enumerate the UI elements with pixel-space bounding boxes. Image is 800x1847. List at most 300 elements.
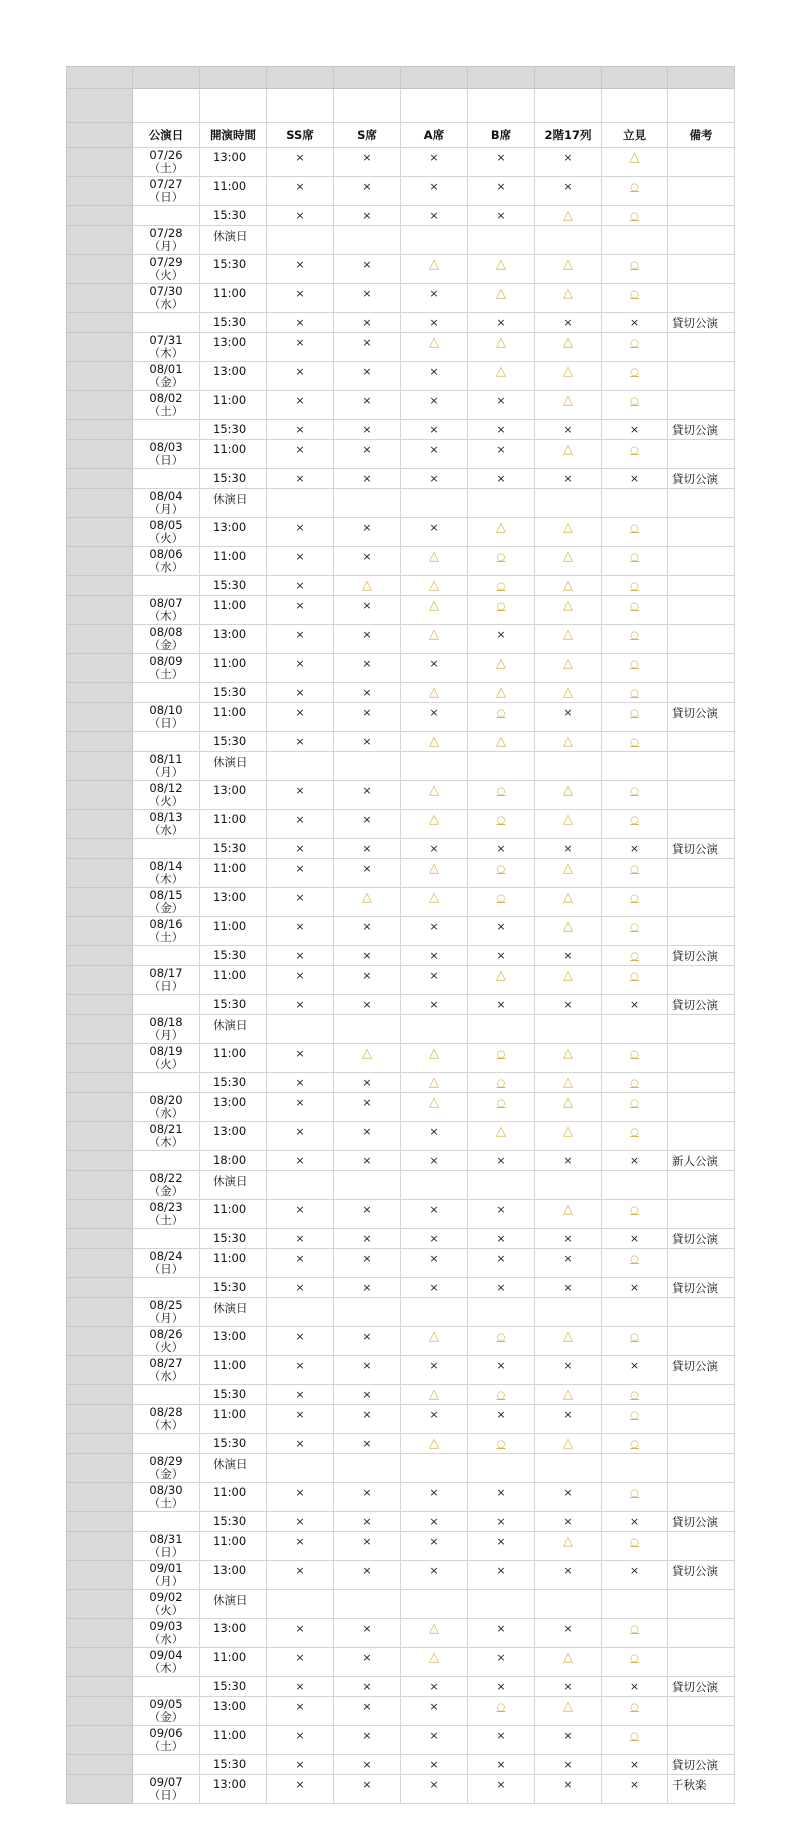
standing-cell[interactable] bbox=[602, 1385, 668, 1405]
remarks-cell[interactable]: 貸切公演 bbox=[668, 1229, 735, 1249]
a-seat-cell[interactable] bbox=[401, 255, 468, 284]
standing-cell[interactable] bbox=[602, 917, 668, 946]
ss-seat-cell[interactable] bbox=[267, 1775, 334, 1804]
remarks-cell[interactable] bbox=[668, 1434, 735, 1454]
row-header[interactable] bbox=[67, 1775, 133, 1804]
time-cell[interactable]: 15:30 bbox=[200, 420, 267, 440]
remarks-cell[interactable] bbox=[668, 752, 735, 781]
ss-seat-cell[interactable] bbox=[267, 1483, 334, 1512]
ss-seat-cell[interactable] bbox=[267, 1278, 334, 1298]
ss-seat-cell[interactable] bbox=[267, 226, 334, 255]
date-cell[interactable] bbox=[133, 518, 200, 547]
ss-seat-cell[interactable] bbox=[267, 420, 334, 440]
remarks-cell[interactable]: 貸切公演 bbox=[668, 995, 735, 1015]
remarks-cell[interactable]: 貸切公演 bbox=[668, 703, 735, 732]
s-seat-cell[interactable] bbox=[334, 1015, 401, 1044]
2f-row17-cell[interactable] bbox=[535, 1512, 602, 1532]
row-header[interactable] bbox=[67, 123, 133, 148]
time-cell[interactable]: 11:00 bbox=[200, 1726, 267, 1755]
2f-row17-cell[interactable] bbox=[535, 1327, 602, 1356]
row-header[interactable] bbox=[67, 89, 133, 123]
s-seat-cell[interactable] bbox=[334, 1590, 401, 1619]
2f-row17-cell[interactable] bbox=[535, 1648, 602, 1677]
s-seat-cell[interactable] bbox=[334, 440, 401, 469]
date-cell[interactable] bbox=[133, 1561, 200, 1590]
time-cell[interactable]: 休演日 bbox=[200, 1171, 267, 1200]
header-standing[interactable]: 立見 bbox=[602, 123, 668, 148]
s-seat-cell[interactable] bbox=[334, 391, 401, 420]
time-cell[interactable]: 15:30 bbox=[200, 206, 267, 226]
ss-seat-cell[interactable] bbox=[267, 654, 334, 683]
ss-seat-cell[interactable] bbox=[267, 1073, 334, 1093]
date-cell[interactable] bbox=[133, 946, 200, 966]
time-cell[interactable]: 11:00 bbox=[200, 917, 267, 946]
standing-cell[interactable] bbox=[602, 226, 668, 255]
2f-row17-cell[interactable] bbox=[535, 1755, 602, 1775]
row-header[interactable] bbox=[67, 888, 133, 917]
s-seat-cell[interactable] bbox=[334, 206, 401, 226]
s-seat-cell[interactable] bbox=[334, 255, 401, 284]
time-cell[interactable]: 11:00 bbox=[200, 1648, 267, 1677]
time-cell[interactable]: 15:30 bbox=[200, 732, 267, 752]
ss-seat-cell[interactable] bbox=[267, 839, 334, 859]
date-cell[interactable] bbox=[133, 1648, 200, 1677]
a-seat-cell[interactable] bbox=[401, 1532, 468, 1561]
s-seat-cell[interactable] bbox=[334, 1093, 401, 1122]
a-seat-cell[interactable] bbox=[401, 995, 468, 1015]
standing-cell[interactable] bbox=[602, 1590, 668, 1619]
b-seat-cell[interactable] bbox=[468, 1171, 535, 1200]
time-cell[interactable]: 15:30 bbox=[200, 1512, 267, 1532]
row-header[interactable] bbox=[67, 576, 133, 596]
time-cell[interactable]: 11:00 bbox=[200, 547, 267, 576]
row-header[interactable] bbox=[67, 1093, 133, 1122]
standing-cell[interactable] bbox=[602, 654, 668, 683]
row-header[interactable] bbox=[67, 1677, 133, 1697]
b-seat-cell[interactable] bbox=[468, 1229, 535, 1249]
2f-row17-cell[interactable] bbox=[535, 1726, 602, 1755]
standing-cell[interactable] bbox=[602, 1200, 668, 1229]
column-header[interactable] bbox=[602, 67, 668, 89]
date-cell[interactable] bbox=[133, 1677, 200, 1697]
s-seat-cell[interactable] bbox=[334, 1677, 401, 1697]
date-cell[interactable] bbox=[133, 255, 200, 284]
standing-cell[interactable] bbox=[602, 888, 668, 917]
remarks-cell[interactable] bbox=[668, 1697, 735, 1726]
s-seat-cell[interactable] bbox=[334, 1755, 401, 1775]
b-seat-cell[interactable] bbox=[468, 1044, 535, 1073]
standing-cell[interactable] bbox=[602, 859, 668, 888]
empty-cell[interactable] bbox=[401, 89, 468, 123]
row-header[interactable] bbox=[67, 625, 133, 654]
b-seat-cell[interactable] bbox=[468, 469, 535, 489]
time-cell[interactable]: 休演日 bbox=[200, 1454, 267, 1483]
time-cell[interactable]: 11:00 bbox=[200, 440, 267, 469]
row-header[interactable] bbox=[67, 440, 133, 469]
2f-row17-cell[interactable] bbox=[535, 362, 602, 391]
date-cell[interactable] bbox=[133, 1405, 200, 1434]
2f-row17-cell[interactable] bbox=[535, 752, 602, 781]
time-cell[interactable]: 15:30 bbox=[200, 995, 267, 1015]
time-cell[interactable]: 11:00 bbox=[200, 1483, 267, 1512]
b-seat-cell[interactable] bbox=[468, 1590, 535, 1619]
time-cell[interactable]: 18:00 bbox=[200, 1151, 267, 1171]
remarks-cell[interactable]: 貸切公演 bbox=[668, 420, 735, 440]
time-cell[interactable]: 15:30 bbox=[200, 255, 267, 284]
s-seat-cell[interactable] bbox=[334, 547, 401, 576]
2f-row17-cell[interactable] bbox=[535, 1405, 602, 1434]
remarks-cell[interactable] bbox=[668, 1648, 735, 1677]
row-header[interactable] bbox=[67, 362, 133, 391]
row-header[interactable] bbox=[67, 1648, 133, 1677]
row-header[interactable] bbox=[67, 1327, 133, 1356]
b-seat-cell[interactable] bbox=[468, 1278, 535, 1298]
row-header[interactable] bbox=[67, 1249, 133, 1278]
time-cell[interactable]: 13:00 bbox=[200, 1327, 267, 1356]
time-cell[interactable]: 15:30 bbox=[200, 1755, 267, 1775]
row-header[interactable] bbox=[67, 1532, 133, 1561]
s-seat-cell[interactable] bbox=[334, 333, 401, 362]
row-header[interactable] bbox=[67, 1697, 133, 1726]
date-cell[interactable] bbox=[133, 703, 200, 732]
time-cell[interactable]: 休演日 bbox=[200, 1015, 267, 1044]
row-header[interactable] bbox=[67, 732, 133, 752]
time-cell[interactable]: 15:30 bbox=[200, 839, 267, 859]
2f-row17-cell[interactable] bbox=[535, 1677, 602, 1697]
ss-seat-cell[interactable] bbox=[267, 1093, 334, 1122]
a-seat-cell[interactable] bbox=[401, 1512, 468, 1532]
a-seat-cell[interactable] bbox=[401, 518, 468, 547]
b-seat-cell[interactable] bbox=[468, 917, 535, 946]
ss-seat-cell[interactable] bbox=[267, 1619, 334, 1648]
standing-cell[interactable] bbox=[602, 1356, 668, 1385]
empty-cell[interactable] bbox=[133, 89, 200, 123]
b-seat-cell[interactable] bbox=[468, 1434, 535, 1454]
b-seat-cell[interactable] bbox=[468, 576, 535, 596]
a-seat-cell[interactable] bbox=[401, 1356, 468, 1385]
remarks-cell[interactable]: 貸切公演 bbox=[668, 1356, 735, 1385]
b-seat-cell[interactable] bbox=[468, 420, 535, 440]
corner-cell[interactable] bbox=[67, 67, 133, 89]
remarks-cell[interactable] bbox=[668, 1385, 735, 1405]
2f-row17-cell[interactable] bbox=[535, 148, 602, 177]
standing-cell[interactable] bbox=[602, 752, 668, 781]
column-header[interactable] bbox=[535, 67, 602, 89]
b-seat-cell[interactable] bbox=[468, 946, 535, 966]
s-seat-cell[interactable] bbox=[334, 148, 401, 177]
ss-seat-cell[interactable] bbox=[267, 1434, 334, 1454]
standing-cell[interactable] bbox=[602, 1483, 668, 1512]
row-header[interactable] bbox=[67, 917, 133, 946]
b-seat-cell[interactable] bbox=[468, 1697, 535, 1726]
date-cell[interactable] bbox=[133, 1726, 200, 1755]
a-seat-cell[interactable] bbox=[401, 1249, 468, 1278]
a-seat-cell[interactable] bbox=[401, 888, 468, 917]
time-cell[interactable]: 11:00 bbox=[200, 703, 267, 732]
s-seat-cell[interactable] bbox=[334, 1532, 401, 1561]
s-seat-cell[interactable] bbox=[334, 703, 401, 732]
a-seat-cell[interactable] bbox=[401, 391, 468, 420]
2f-row17-cell[interactable] bbox=[535, 995, 602, 1015]
remarks-cell[interactable] bbox=[668, 625, 735, 654]
standing-cell[interactable] bbox=[602, 440, 668, 469]
ss-seat-cell[interactable] bbox=[267, 1298, 334, 1327]
remarks-cell[interactable] bbox=[668, 440, 735, 469]
a-seat-cell[interactable] bbox=[401, 1229, 468, 1249]
b-seat-cell[interactable] bbox=[468, 654, 535, 683]
date-cell[interactable] bbox=[133, 810, 200, 839]
s-seat-cell[interactable] bbox=[334, 1726, 401, 1755]
column-header[interactable] bbox=[668, 67, 735, 89]
row-header[interactable] bbox=[67, 547, 133, 576]
date-cell[interactable] bbox=[133, 1755, 200, 1775]
remarks-cell[interactable]: 新人公演 bbox=[668, 1151, 735, 1171]
s-seat-cell[interactable] bbox=[334, 1073, 401, 1093]
a-seat-cell[interactable] bbox=[401, 284, 468, 313]
time-cell[interactable]: 13:00 bbox=[200, 1697, 267, 1726]
s-seat-cell[interactable] bbox=[334, 313, 401, 333]
2f-row17-cell[interactable] bbox=[535, 1619, 602, 1648]
s-seat-cell[interactable] bbox=[334, 284, 401, 313]
2f-row17-cell[interactable] bbox=[535, 1561, 602, 1590]
time-cell[interactable]: 休演日 bbox=[200, 1590, 267, 1619]
standing-cell[interactable] bbox=[602, 1697, 668, 1726]
remarks-cell[interactable] bbox=[668, 1249, 735, 1278]
remarks-cell[interactable] bbox=[668, 255, 735, 284]
b-seat-cell[interactable] bbox=[468, 206, 535, 226]
2f-row17-cell[interactable] bbox=[535, 1093, 602, 1122]
standing-cell[interactable] bbox=[602, 576, 668, 596]
row-header[interactable] bbox=[67, 255, 133, 284]
time-cell[interactable]: 15:30 bbox=[200, 1434, 267, 1454]
header-performance-date[interactable]: 公演日 bbox=[133, 123, 200, 148]
standing-cell[interactable] bbox=[602, 391, 668, 420]
row-header[interactable] bbox=[67, 1405, 133, 1434]
date-cell[interactable] bbox=[133, 596, 200, 625]
ss-seat-cell[interactable] bbox=[267, 1677, 334, 1697]
time-cell[interactable]: 11:00 bbox=[200, 1532, 267, 1561]
empty-cell[interactable] bbox=[334, 89, 401, 123]
date-cell[interactable] bbox=[133, 917, 200, 946]
b-seat-cell[interactable] bbox=[468, 1532, 535, 1561]
row-header[interactable] bbox=[67, 839, 133, 859]
standing-cell[interactable] bbox=[602, 148, 668, 177]
2f-row17-cell[interactable] bbox=[535, 420, 602, 440]
standing-cell[interactable] bbox=[602, 420, 668, 440]
ss-seat-cell[interactable] bbox=[267, 489, 334, 518]
s-seat-cell[interactable] bbox=[334, 1619, 401, 1648]
a-seat-cell[interactable] bbox=[401, 1726, 468, 1755]
b-seat-cell[interactable] bbox=[468, 995, 535, 1015]
date-cell[interactable] bbox=[133, 148, 200, 177]
a-seat-cell[interactable] bbox=[401, 420, 468, 440]
row-header[interactable] bbox=[67, 1454, 133, 1483]
date-cell[interactable] bbox=[133, 1532, 200, 1561]
ss-seat-cell[interactable] bbox=[267, 703, 334, 732]
b-seat-cell[interactable] bbox=[468, 1405, 535, 1434]
ss-seat-cell[interactable] bbox=[267, 1590, 334, 1619]
a-seat-cell[interactable] bbox=[401, 226, 468, 255]
date-cell[interactable] bbox=[133, 1151, 200, 1171]
time-cell[interactable]: 11:00 bbox=[200, 1200, 267, 1229]
remarks-cell[interactable] bbox=[668, 1093, 735, 1122]
time-cell[interactable]: 13:00 bbox=[200, 1122, 267, 1151]
a-seat-cell[interactable] bbox=[401, 1298, 468, 1327]
remarks-cell[interactable] bbox=[668, 1405, 735, 1434]
time-cell[interactable]: 15:30 bbox=[200, 683, 267, 703]
a-seat-cell[interactable] bbox=[401, 1015, 468, 1044]
date-cell[interactable] bbox=[133, 1775, 200, 1804]
2f-row17-cell[interactable] bbox=[535, 1278, 602, 1298]
date-cell[interactable] bbox=[133, 206, 200, 226]
2f-row17-cell[interactable] bbox=[535, 732, 602, 752]
2f-row17-cell[interactable] bbox=[535, 206, 602, 226]
row-header[interactable] bbox=[67, 420, 133, 440]
row-header[interactable] bbox=[67, 489, 133, 518]
column-header[interactable] bbox=[468, 67, 535, 89]
time-cell[interactable]: 15:30 bbox=[200, 1677, 267, 1697]
remarks-cell[interactable]: 貸切公演 bbox=[668, 1755, 735, 1775]
a-seat-cell[interactable] bbox=[401, 333, 468, 362]
standing-cell[interactable] bbox=[602, 1171, 668, 1200]
column-header[interactable] bbox=[133, 67, 200, 89]
2f-row17-cell[interactable] bbox=[535, 255, 602, 284]
b-seat-cell[interactable] bbox=[468, 1648, 535, 1677]
s-seat-cell[interactable] bbox=[334, 1648, 401, 1677]
s-seat-cell[interactable] bbox=[334, 1171, 401, 1200]
ss-seat-cell[interactable] bbox=[267, 781, 334, 810]
ss-seat-cell[interactable] bbox=[267, 469, 334, 489]
standing-cell[interactable] bbox=[602, 703, 668, 732]
time-cell[interactable]: 11:00 bbox=[200, 810, 267, 839]
a-seat-cell[interactable] bbox=[401, 1122, 468, 1151]
remarks-cell[interactable]: 貸切公演 bbox=[668, 839, 735, 859]
2f-row17-cell[interactable] bbox=[535, 1356, 602, 1385]
a-seat-cell[interactable] bbox=[401, 654, 468, 683]
2f-row17-cell[interactable] bbox=[535, 1229, 602, 1249]
a-seat-cell[interactable] bbox=[401, 810, 468, 839]
s-seat-cell[interactable] bbox=[334, 1151, 401, 1171]
ss-seat-cell[interactable] bbox=[267, 1151, 334, 1171]
2f-row17-cell[interactable] bbox=[535, 518, 602, 547]
ss-seat-cell[interactable] bbox=[267, 596, 334, 625]
a-seat-cell[interactable] bbox=[401, 839, 468, 859]
2f-row17-cell[interactable] bbox=[535, 1775, 602, 1804]
date-cell[interactable] bbox=[133, 420, 200, 440]
a-seat-cell[interactable] bbox=[401, 1073, 468, 1093]
a-seat-cell[interactable] bbox=[401, 469, 468, 489]
time-cell[interactable]: 11:00 bbox=[200, 654, 267, 683]
2f-row17-cell[interactable] bbox=[535, 1434, 602, 1454]
2f-row17-cell[interactable] bbox=[535, 625, 602, 654]
s-seat-cell[interactable] bbox=[334, 752, 401, 781]
ss-seat-cell[interactable] bbox=[267, 1755, 334, 1775]
time-cell[interactable]: 13:00 bbox=[200, 781, 267, 810]
a-seat-cell[interactable] bbox=[401, 917, 468, 946]
ss-seat-cell[interactable] bbox=[267, 946, 334, 966]
remarks-cell[interactable] bbox=[668, 1532, 735, 1561]
ss-seat-cell[interactable] bbox=[267, 1385, 334, 1405]
row-header[interactable] bbox=[67, 1151, 133, 1171]
ss-seat-cell[interactable] bbox=[267, 391, 334, 420]
b-seat-cell[interactable] bbox=[468, 1775, 535, 1804]
s-seat-cell[interactable] bbox=[334, 1405, 401, 1434]
standing-cell[interactable] bbox=[602, 596, 668, 625]
s-seat-cell[interactable] bbox=[334, 489, 401, 518]
date-cell[interactable] bbox=[133, 839, 200, 859]
2f-row17-cell[interactable] bbox=[535, 177, 602, 206]
a-seat-cell[interactable] bbox=[401, 859, 468, 888]
a-seat-cell[interactable] bbox=[401, 1755, 468, 1775]
remarks-cell[interactable] bbox=[668, 177, 735, 206]
standing-cell[interactable] bbox=[602, 1677, 668, 1697]
ss-seat-cell[interactable] bbox=[267, 810, 334, 839]
remarks-cell[interactable] bbox=[668, 1483, 735, 1512]
empty-cell[interactable] bbox=[267, 89, 334, 123]
a-seat-cell[interactable] bbox=[401, 1405, 468, 1434]
a-seat-cell[interactable] bbox=[401, 683, 468, 703]
s-seat-cell[interactable] bbox=[334, 1697, 401, 1726]
b-seat-cell[interactable] bbox=[468, 966, 535, 995]
remarks-cell[interactable] bbox=[668, 966, 735, 995]
date-cell[interactable] bbox=[133, 1229, 200, 1249]
date-cell[interactable] bbox=[133, 1298, 200, 1327]
s-seat-cell[interactable] bbox=[334, 859, 401, 888]
row-header[interactable] bbox=[67, 391, 133, 420]
date-cell[interactable] bbox=[133, 781, 200, 810]
s-seat-cell[interactable] bbox=[334, 177, 401, 206]
b-seat-cell[interactable] bbox=[468, 1454, 535, 1483]
header-b-seat[interactable]: B席 bbox=[468, 123, 535, 148]
standing-cell[interactable] bbox=[602, 206, 668, 226]
remarks-cell[interactable] bbox=[668, 596, 735, 625]
standing-cell[interactable] bbox=[602, 1755, 668, 1775]
b-seat-cell[interactable] bbox=[468, 1298, 535, 1327]
b-seat-cell[interactable] bbox=[468, 1561, 535, 1590]
ss-seat-cell[interactable] bbox=[267, 683, 334, 703]
2f-row17-cell[interactable] bbox=[535, 1385, 602, 1405]
date-cell[interactable] bbox=[133, 995, 200, 1015]
date-cell[interactable] bbox=[133, 1454, 200, 1483]
row-header[interactable] bbox=[67, 1434, 133, 1454]
standing-cell[interactable] bbox=[602, 1015, 668, 1044]
b-seat-cell[interactable] bbox=[468, 1356, 535, 1385]
s-seat-cell[interactable] bbox=[334, 1044, 401, 1073]
remarks-cell[interactable] bbox=[668, 917, 735, 946]
2f-row17-cell[interactable] bbox=[535, 469, 602, 489]
time-cell[interactable]: 13:00 bbox=[200, 362, 267, 391]
s-seat-cell[interactable] bbox=[334, 518, 401, 547]
2f-row17-cell[interactable] bbox=[535, 333, 602, 362]
date-cell[interactable] bbox=[133, 1356, 200, 1385]
time-cell[interactable]: 11:00 bbox=[200, 177, 267, 206]
empty-cell[interactable] bbox=[468, 89, 535, 123]
standing-cell[interactable] bbox=[602, 547, 668, 576]
row-header[interactable] bbox=[67, 1278, 133, 1298]
remarks-cell[interactable] bbox=[668, 206, 735, 226]
remarks-cell[interactable]: 貸切公演 bbox=[668, 946, 735, 966]
a-seat-cell[interactable] bbox=[401, 547, 468, 576]
time-cell[interactable]: 休演日 bbox=[200, 489, 267, 518]
row-header[interactable] bbox=[67, 683, 133, 703]
standing-cell[interactable] bbox=[602, 839, 668, 859]
remarks-cell[interactable] bbox=[668, 810, 735, 839]
date-cell[interactable] bbox=[133, 1512, 200, 1532]
s-seat-cell[interactable] bbox=[334, 995, 401, 1015]
a-seat-cell[interactable] bbox=[401, 625, 468, 654]
2f-row17-cell[interactable] bbox=[535, 859, 602, 888]
remarks-cell[interactable] bbox=[668, 226, 735, 255]
